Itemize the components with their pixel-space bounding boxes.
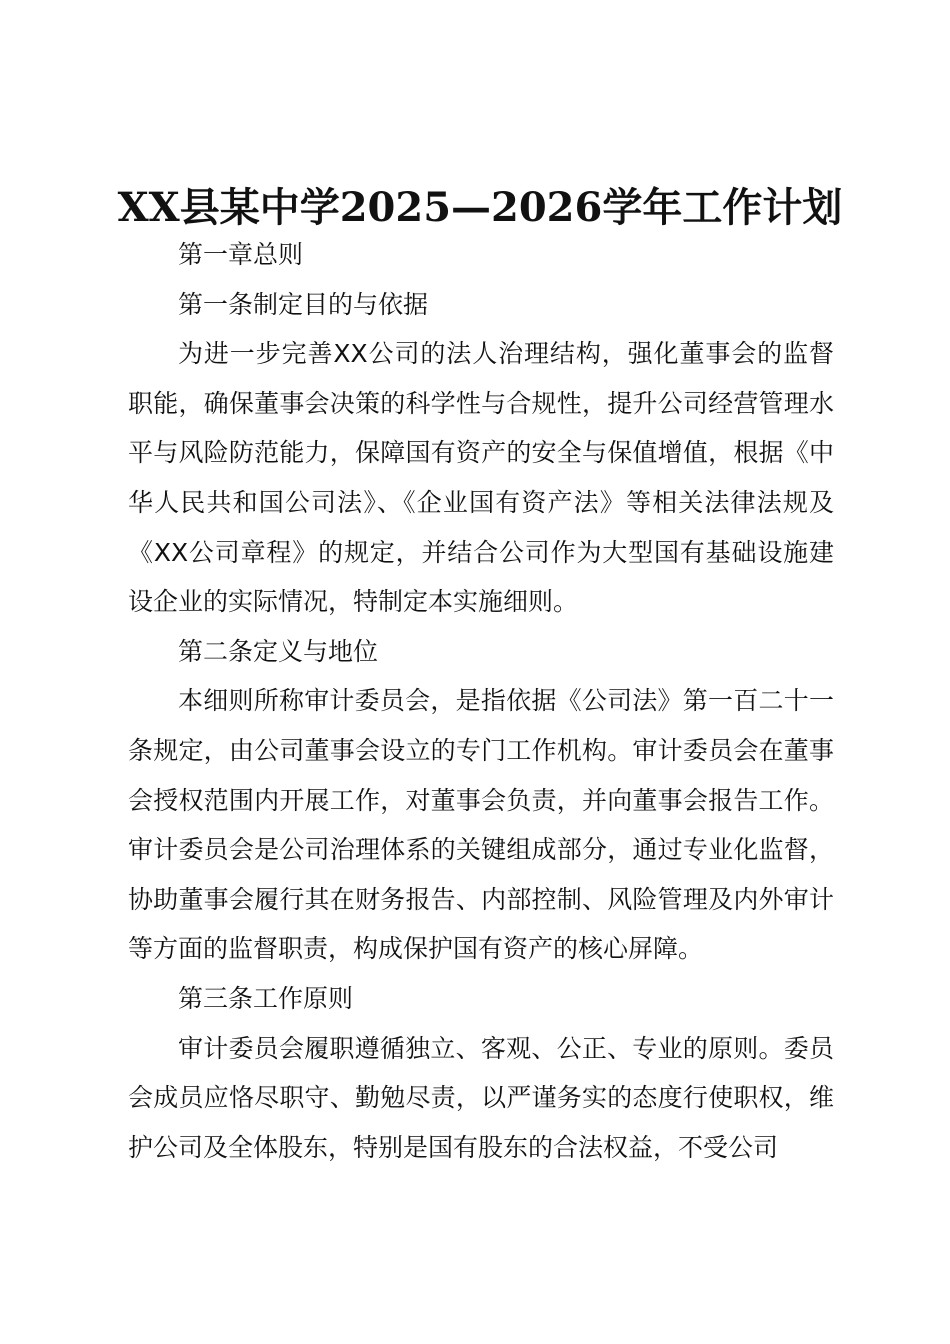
article-3-paragraph: 审计委员会履职遵循独立、客观、公正、专业的原则。委员会成员应恪尽职守、勤勉尽责，以严谨务实的态度行使职权，维护公司及全体股东，特别是国有股东的合法权益，不受公司 xyxy=(128,1033,834,1162)
chapter-heading: 第一章总则 xyxy=(178,240,304,269)
document-title: XX县某中学2025—2026学年工作计划 xyxy=(117,184,843,231)
article-1-paragraph: 为进一步完善XX公司的法人治理结构，强化董事会的监督职能，确保董事会决策的科学性与合规性，提升公司经营管理水平与风险防范能力，保障国有资产的安全与保值增值，根据《中华人民共和国公司法》、《企业国有资产法》等相关法律法规及《XX公司章程》的规定，并结合公司作为大型国有基础设施建设企业的实际情况，特制定本实施细则。 xyxy=(128,339,834,617)
article-1-heading: 第一条制定目的与依据 xyxy=(178,289,429,319)
article-2-heading: 第二条定义与地位 xyxy=(178,636,379,666)
article-3-heading: 第三条工作原则 xyxy=(178,983,354,1013)
article-2-paragraph: 本细则所称审计委员会，是指依据《公司法》第一百二十一条规定，由公司董事会设立的专门工作机构。审计委员会在董事会授权范围内开展工作，对董事会负责，并向董事会报告工作。审计委员会是公司治理体系的关键组成部分，通过专业化监督，协助董事会履行其在财务报告、内部控制、风险管理及内外审计等方面的监督职责，构成保护国有资产的核心屏障。 xyxy=(128,686,834,964)
document-body xyxy=(128,230,834,1172)
